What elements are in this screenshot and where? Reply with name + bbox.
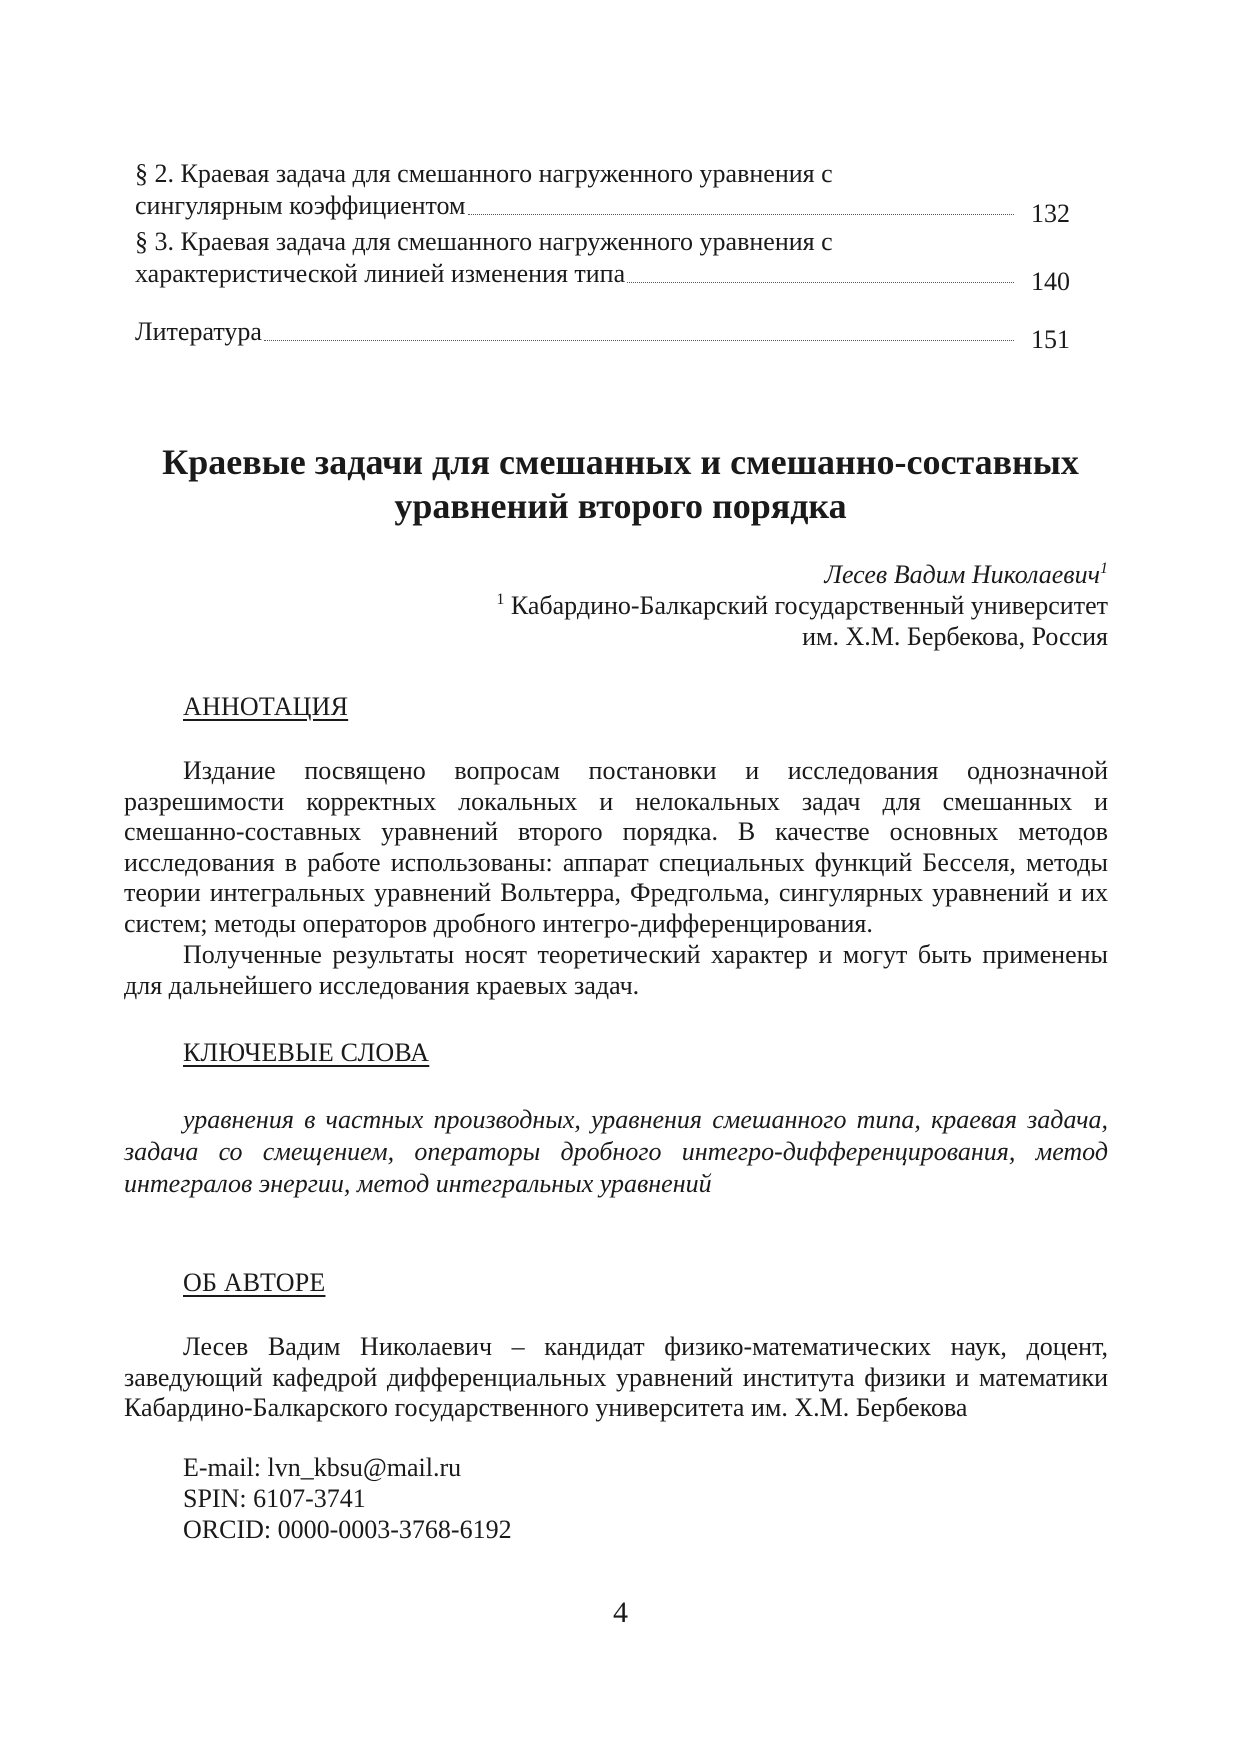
annotation-heading: АННОТАЦИЯ [183,692,349,721]
page-title [100,440,1141,528]
toc-page-number: 140 [1031,267,1070,296]
toc-page-number: 151 [1031,325,1070,354]
annotation-paragraph-1: Издание посвящено вопросам постановки и исследования однозначной разрешимости корректных локальных и нелокальных задач для смешанных и смешанно-составных уравнений второго порядка. В качестве основных методов исследования в работе использованы: аппарат специальных функций Бесселя, методы теории интегральных уравнений Вольтерра, Фредгольма, сингулярных уравнений и их систем; методы операторов дробного интегро-дифференцирования. [124,756,1108,938]
toc-dot-leader [468,213,1014,215]
affiliation-marker: 1 [496,591,505,608]
annotation-paragraph-2: Полученные результаты носят теоретический характер и могут быть применены для дальнейшего исследования краевых задач. [124,940,1108,1000]
toc-entry-section-2 [135,158,1070,228]
toc-dot-leader [627,281,1014,283]
toc-entry-title-line1: § 2. Краевая задача для смешанного нагруженного уравнения с [135,159,833,188]
toc-entry-title-line2: сингулярным коэффициентом [135,191,466,220]
author-email: E-mail: lvn_kbsu@mail.ru [183,1453,462,1482]
page-title-line1: Краевые задачи для смешанных и смешанно-составных [162,442,1079,482]
toc-page-number: 132 [1031,199,1070,228]
author-footnote-marker: 1 [1100,560,1108,577]
keywords-text: уравнения в частных производных, уравнения смешанного типа, краевая задача, задача со смещением, операторы дробного интегро-дифференцирования, метод интегралов энергии, метод интегральных уравнений [124,1105,1108,1198]
about-author-text: Лесев Вадим Николаевич – кандидат физико-математических наук, доцент, заведующий кафедрой дифференциальных уравнений института физики и математики Кабардино-Балкарского государственного университета им. Х.М. Бербекова [124,1332,1108,1422]
toc-entry-section-3 [135,226,1070,296]
about-author-heading: ОБ АВТОРЕ [183,1268,326,1297]
author-spin: SPIN: 6107-3741 [183,1484,366,1513]
author-orcid: ORCID: 0000-0003-3768-6192 [183,1515,512,1544]
affiliation-line1: Кабардино-Балкарский государственный университет [510,591,1108,620]
page-title-line2: уравнений второго порядка [394,486,847,526]
toc-entry-title-line1: § 3. Краевая задача для смешанного нагруженного уравнения с [135,227,833,256]
affiliation-line2: им. Х.М. Бербекова, Россия [802,622,1108,651]
affiliation [496,590,1108,652]
toc-dot-leader [264,339,1014,341]
toc-entry-title-line2: характеристической линией изменения типа [135,259,626,288]
author-name [824,560,1108,590]
keywords-heading: КЛЮЧЕВЫЕ СЛОВА [183,1038,430,1067]
page-number: 4 [613,1596,628,1629]
toc-entry-literature [135,316,1070,354]
author-name-text: Лесев Вадим Николаевич [824,560,1100,589]
toc-entry-title: Литература [135,317,262,346]
